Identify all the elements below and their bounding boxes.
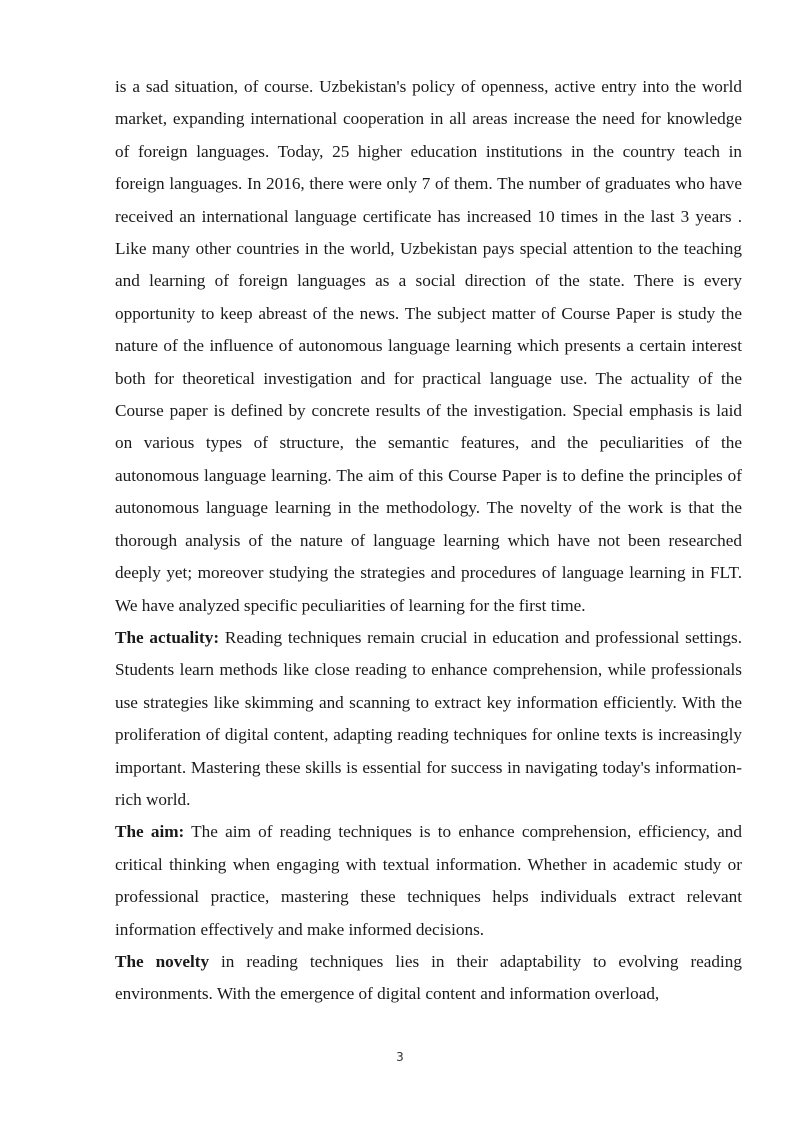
paragraph-actuality: [115, 622, 742, 816]
paragraph-lead: The aim:: [115, 822, 185, 842]
paragraph-text: in reading techniques lies in their adaptability to evolving reading environments. With the emergence of digital content and information overload,: [115, 951, 742, 1004]
paragraph-novelty: [115, 946, 742, 1011]
paragraph-text: Reading techniques remain crucial in education and professional settings. Students learn methods like close reading to enhance comprehension, while professionals use strategies like skimming and scanning to extract key information efficiently. With the proliferation of digital content, adapting reading techniques for online texts is increasingly important. Mastering these skills is essential for success in navigating today's information-rich world.: [115, 627, 742, 809]
paragraph-text: The aim of reading techniques is to enhance comprehension, efficiency, and critical thinking when engaging with textual information. Whether in academic study or professional practice, mastering these techniques helps individuals extract relevant information effectively and make informed decisions.: [115, 822, 742, 939]
paragraph-intro: [115, 71, 742, 622]
paragraph-lead: The actuality:: [115, 627, 220, 647]
page-number: 3: [396, 1050, 404, 1064]
paragraph-lead: The novelty: [115, 951, 210, 971]
paragraph-text: is a sad situation, of course. Uzbekistan's policy of openness, active entry into the world market, expanding international cooperation in all areas increase the need for knowledge of foreign languages. Today, 25 higher education institutions in the country teach in foreign languages. In 2016, there were only 7 of them. The number of graduates who have received an international language certificate has increased 10 times in the last 3 years . Like many other countries in the world, Uzbekistan pays special attention to the teaching and learning of foreign languages as a social direction of the state. There is every opportunity to keep abreast of the news. The subject matter of Course Paper is study the nature of the influence of autonomous language learning which presents a certain interest both for theoretical investigation and for practical language use. The actuality of the Course paper is defined by concrete results of the investigation. Special emphasis is laid on various types of structure, the semantic features, and the peculiarities of the autonomous language learning. The aim of this Course Paper is to define the principles of autonomous language learning in the methodology. The novelty of the work is that the thorough analysis of the nature of language learning which have not been researched deeply yet; moreover studying the strategies and procedures of language learning in FLT. We have analyzed specific peculiarities of learning for the first time.: [115, 77, 742, 615]
page-body: [115, 71, 742, 1011]
paragraph-aim: [115, 816, 742, 946]
